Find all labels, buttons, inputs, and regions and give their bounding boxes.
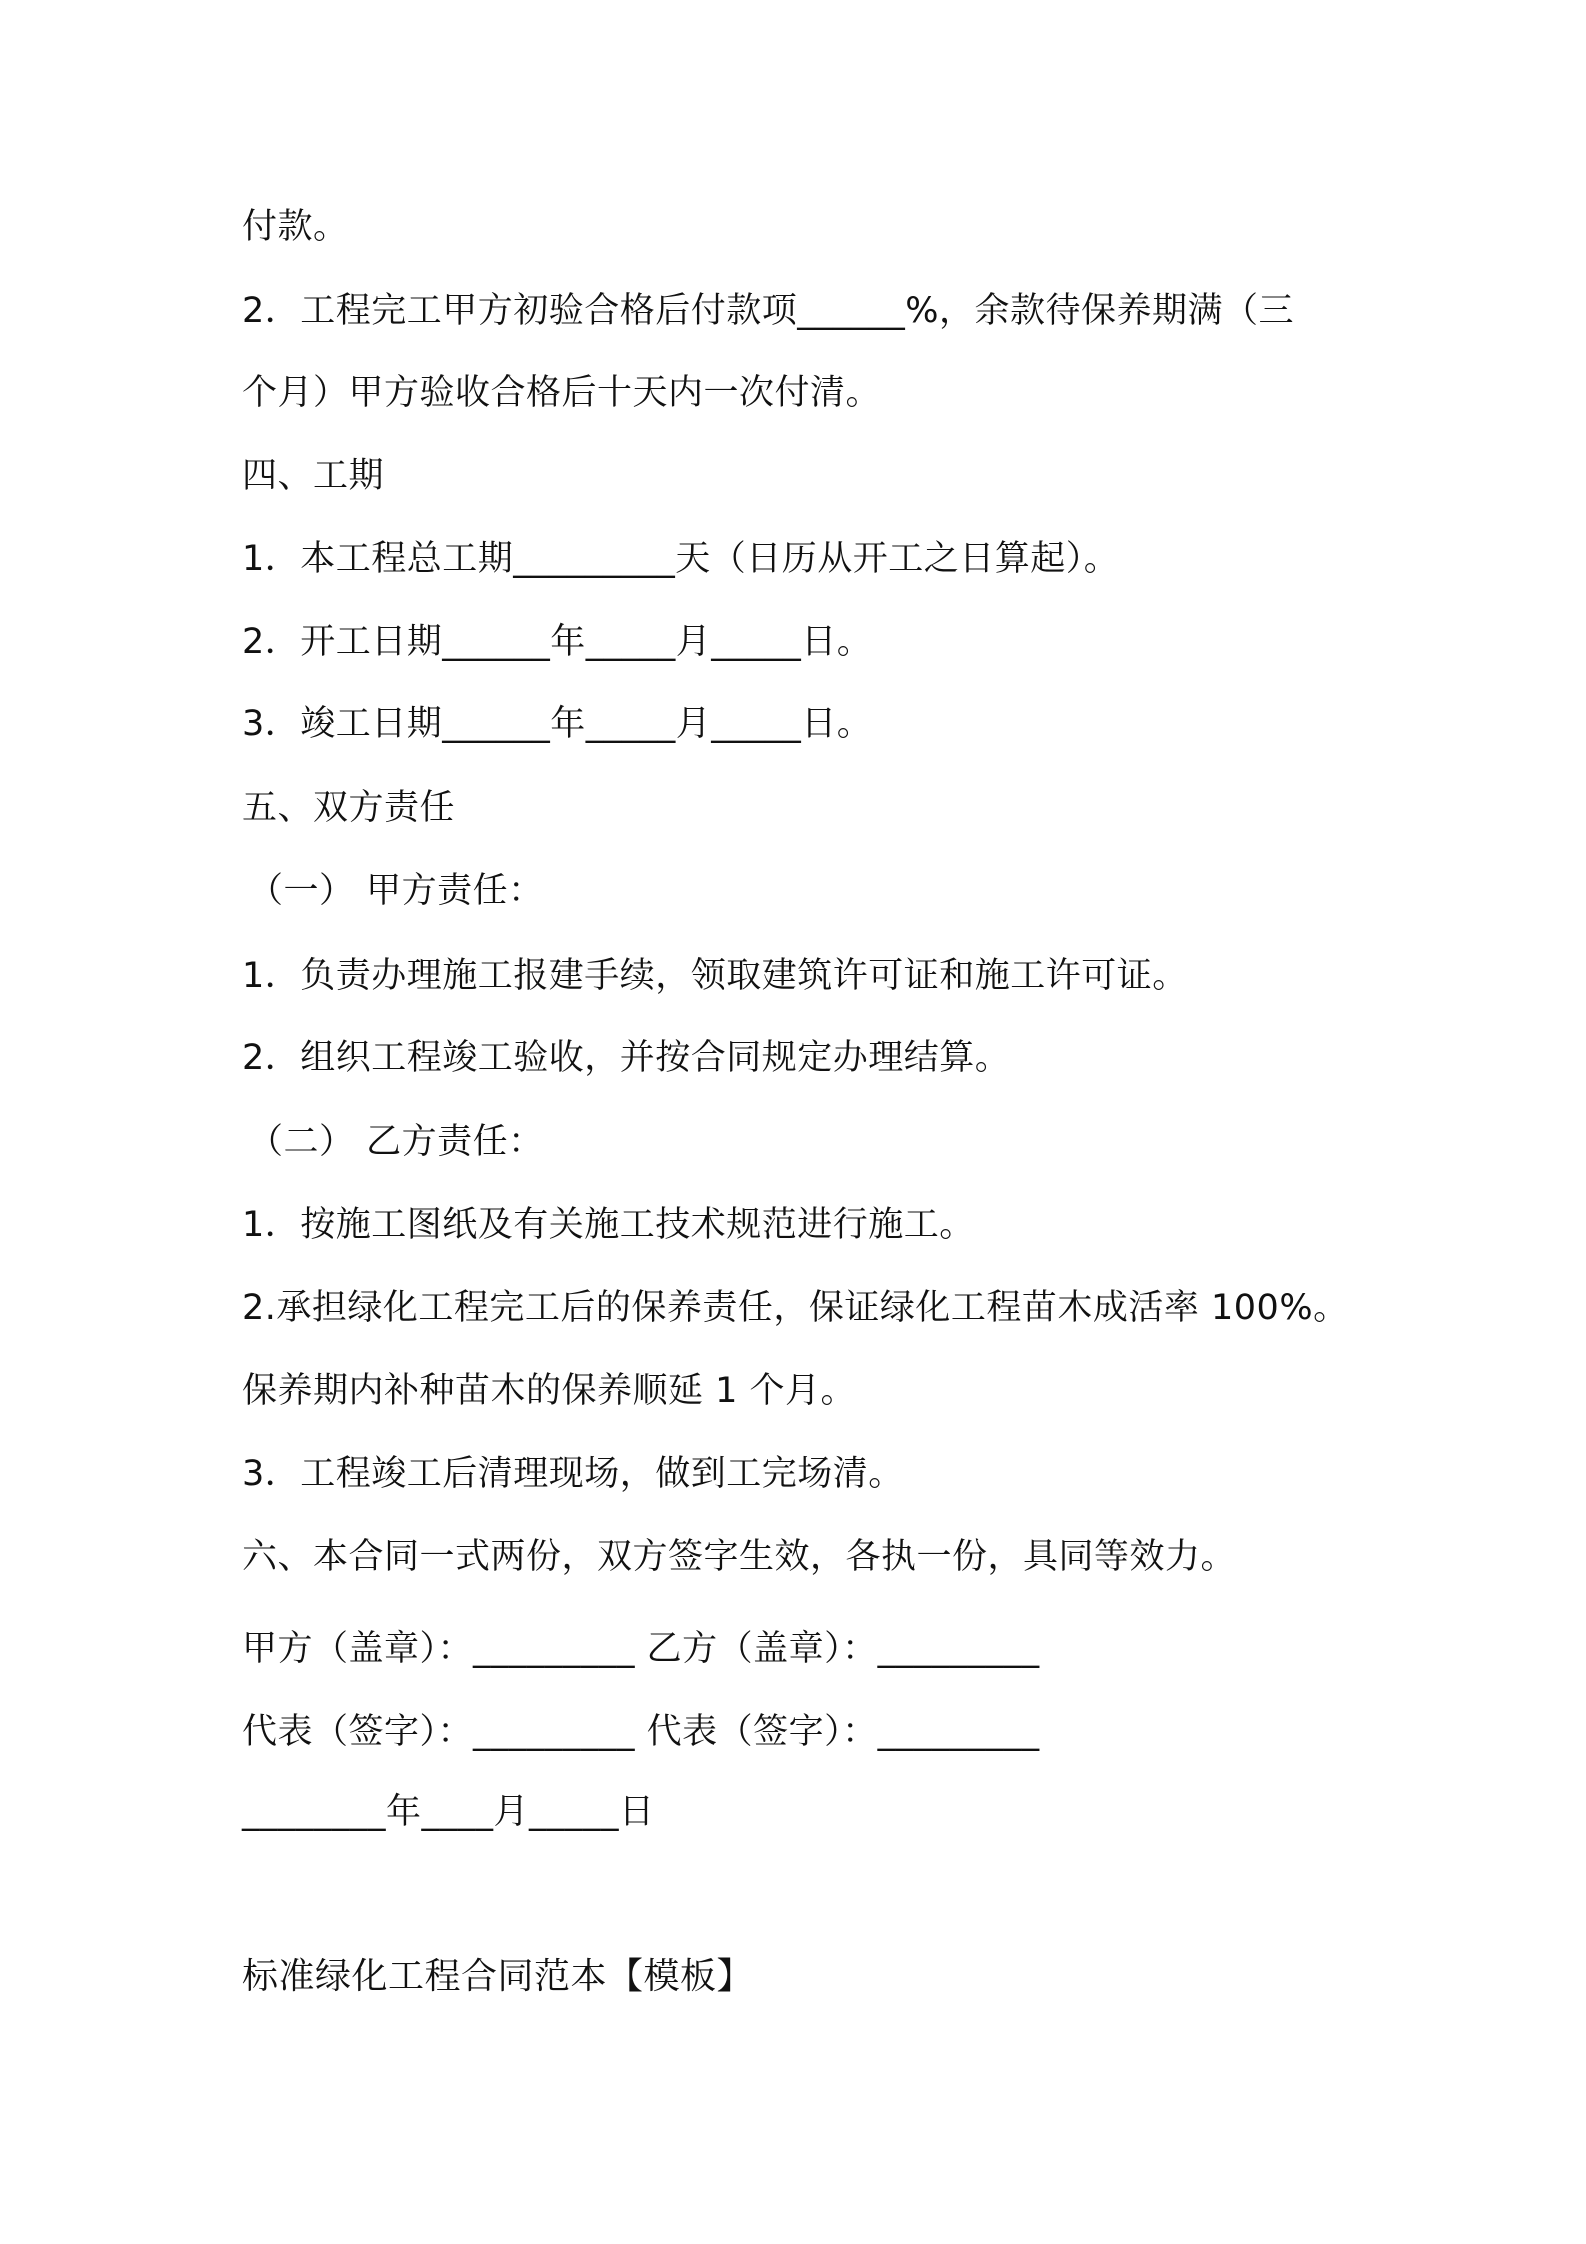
text-line-payment-clause-2: 2．工程完工甲方初验合格后付款项______%，余款待保养期满（三 — [242, 291, 1295, 331]
subheading-party-a: （一） 甲方责任： — [248, 871, 544, 911]
signature-line-seals: 甲方（盖章）：_________ 乙方（盖章）：_________ — [242, 1629, 1040, 1669]
text-line-completion-date: 3．竣工日期______年_____月_____日。 — [242, 704, 873, 744]
signature-line-representatives: 代表（签字）：_________ 代表（签字）：_________ — [242, 1712, 1040, 1752]
text-line-start-date: 2．开工日期______年_____月_____日。 — [242, 622, 873, 662]
section-heading-responsibilities: 五、双方责任 — [242, 788, 456, 828]
text-line-payment-clause-2-cont: 个月）甲方验收合格后十天内一次付清。 — [242, 373, 882, 413]
section-heading-schedule: 四、工期 — [242, 456, 385, 496]
text-line-party-a-1: 1．负责办理施工报建手续，领取建筑许可证和施工许可证。 — [242, 956, 1188, 996]
subheading-party-b: （二） 乙方责任： — [248, 1122, 544, 1162]
signature-date-line: ________年____月_____日 — [242, 1792, 655, 1832]
text-line-party-b-2-cont: 保养期内补种苗木的保养顺延 1 个月。 — [242, 1371, 857, 1411]
section-heading-copies: 六、本合同一式两份，双方签字生效，各执一份，具同等效力。 — [242, 1537, 1237, 1577]
text-line-party-b-1: 1．按施工图纸及有关施工技术规范进行施工。 — [242, 1205, 975, 1245]
footer-document-title: 标准绿化工程合同范本【模板】 — [242, 1956, 754, 1997]
text-line-party-b-2: 2.承担绿化工程完工后的保养责任，保证绿化工程苗木成活率 100%。 — [242, 1288, 1349, 1328]
text-line-payment-end: 付款。 — [242, 207, 349, 247]
text-line-total-duration: 1．本工程总工期_________天（日历从开工之日算起）。 — [242, 539, 1120, 579]
text-line-party-a-2: 2．组织工程竣工验收，并按合同规定办理结算。 — [242, 1038, 1011, 1078]
text-line-party-b-3: 3．工程竣工后清理现场，做到工完场清。 — [242, 1454, 904, 1494]
